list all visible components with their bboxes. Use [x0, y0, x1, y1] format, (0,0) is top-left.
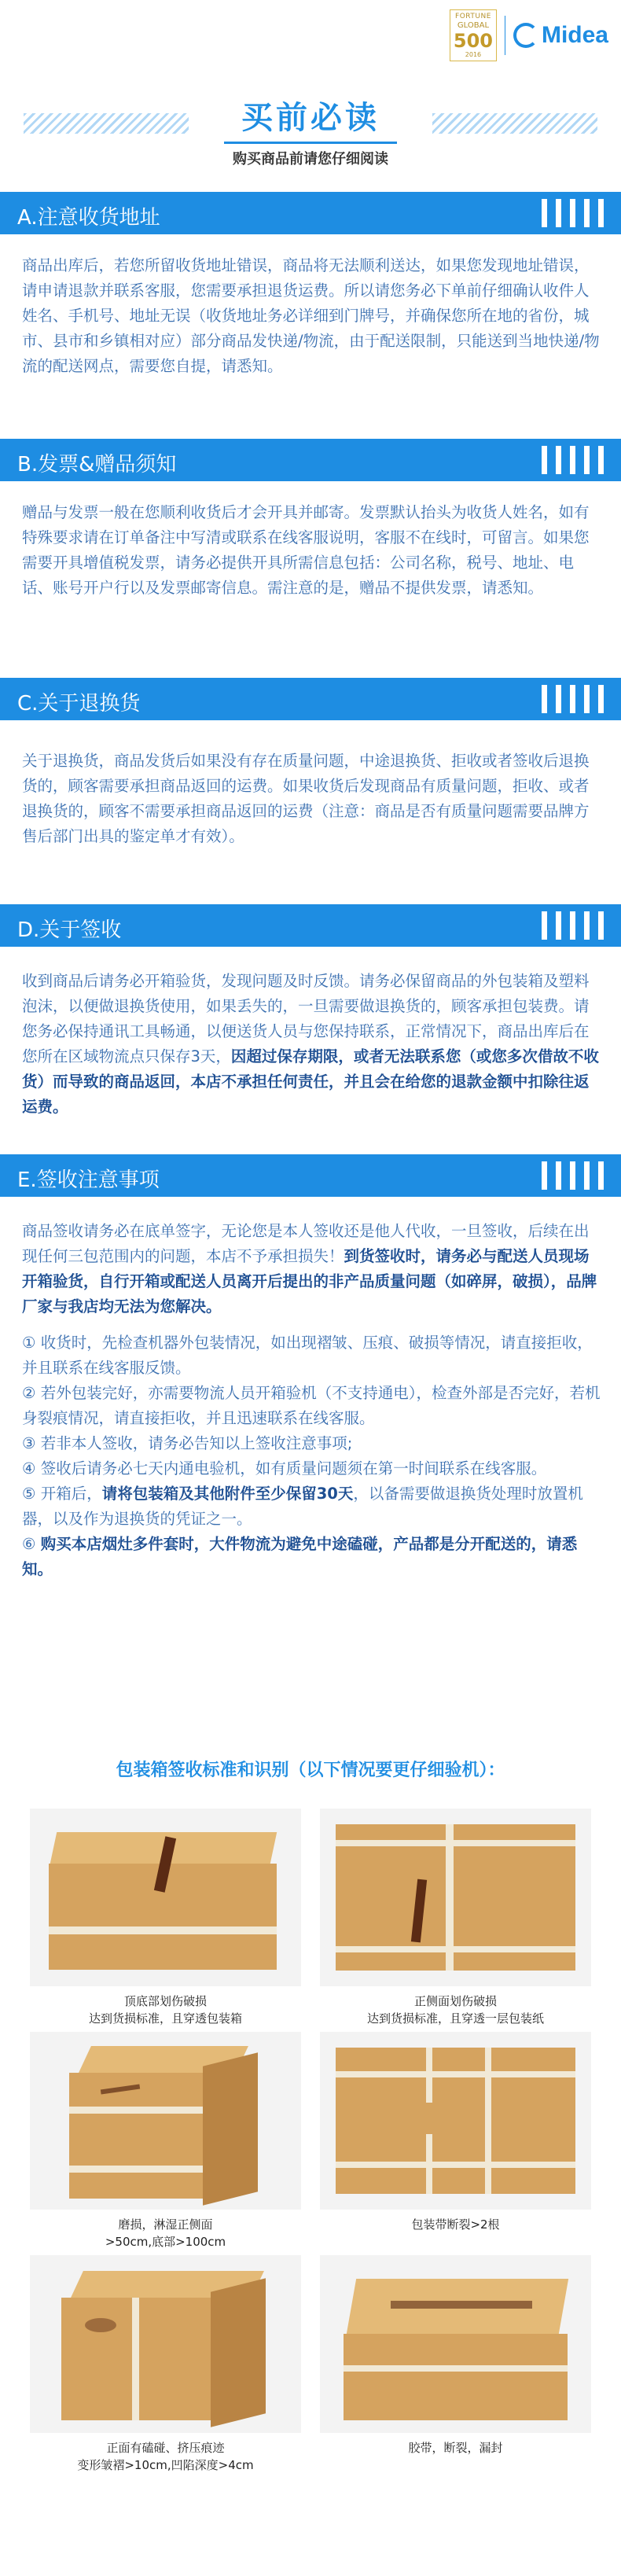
item-number: ⑤: [22, 1485, 36, 1503]
box-illustration: [320, 2255, 591, 2433]
top-bar: [0, 0, 621, 79]
section-b-header: [0, 439, 621, 481]
section-d-header: [0, 904, 621, 947]
item-text: 若非本人签收，请务必告知以上签收注意事项;: [40, 1434, 353, 1452]
caption-sub: 达到货损标准，且穿透包装箱: [88, 2011, 242, 2026]
fortune-500-badge: [450, 9, 497, 61]
caption-sub: 达到货损标准，且穿透一层包装纸: [366, 2011, 544, 2026]
caption-main: 顶底部划伤破损: [123, 1994, 207, 2008]
item-number: ②: [22, 1384, 36, 1402]
section-d-text: [22, 969, 604, 1120]
caption-main: 包装带断裂>2根: [411, 2217, 500, 2232]
global-label: GLOBAL: [457, 21, 490, 30]
box-illustration: [30, 2032, 301, 2210]
item-number: ⑥: [22, 1535, 36, 1553]
caption-main: 胶带，断裂，漏封: [408, 2441, 503, 2455]
section-e-intro-bold: 到货签收时，请务必与配送人员现场开箱验货，自行开箱或配送人员离开后提出的非产品质量问题（如碎屏，破损），品牌厂家与我店均无法为您解决。: [22, 1247, 597, 1316]
section-c-text: 关于退换货，商品发货后如果没有存在质量问题，中途退换货、拒收或者签收后退换货的，顾客需要承担商品返回的运费。如果收货后发现商品有质量问题，拒收、或者退换货的，顾客不需要承担商品返回的运费（注意：商品是否有质量问题需要品牌方售后部门出具的鉴定单才有效）。: [22, 752, 590, 845]
item-text: 若外包装完好，亦需要物流人员开箱验机（不支持通电），检查外部是否完好，若机身裂痕情况，请直接拒收，并且迅速联系在线客服。: [22, 1384, 601, 1427]
section-e-intro-normal: 商品签收请务必在底单签字，无论您是本人签收还是他人代收，一旦签收，后续在出现任何三包范围内的问题，本店不予承担损失！: [22, 1222, 590, 1265]
section-b-text: 赠品与发票一般在您顺利收货后才会开具并邮寄。发票默认抬头为收货人姓名，如有特殊要求请在订单备注中写清或联系在线客服说明，客服不在线时，可留言。如果您需要开具增值税发票，请务必提供开具所需信息包括：公司名称，税号、地址、电话、账号开户行以及发票邮寄信息。需注意的是，赠品不提供发票，请悉知。: [22, 503, 590, 597]
midea-wordmark: Midea: [541, 22, 608, 48]
list-item: [22, 1431, 604, 1456]
caption-main: 正侧面划伤破损: [413, 1994, 497, 2008]
caption-main: 正面有磕碰、挤压痕迹: [106, 2441, 225, 2455]
list-item: [22, 1456, 604, 1481]
section-d-normal: 收到商品后请务必开箱验货，发现问题及时反馈。请务必保留商品的外包装箱及塑料泡沫，以便做退换货使用，如果丢失的，一旦需要做退换货的，顾客承担包装费。请您务必保持通讯工具畅通，以便送货人员与您保持联系，正常情况下，商品出库后在您所在区域物流点只保存3天，: [22, 972, 590, 1065]
title-underline: [224, 142, 397, 144]
page-subtitle: 购买商品前请您仔细阅读: [233, 151, 388, 167]
item-text: 开箱后，: [40, 1485, 102, 1503]
header-bars: [533, 446, 604, 474]
section-a-heading: A.注意收货地址: [17, 206, 160, 230]
brand-logos: [450, 9, 608, 61]
list-item: [22, 1330, 604, 1381]
box-cell-strap: [320, 2032, 591, 2233]
box-illustration: [30, 2255, 301, 2433]
section-c-heading: C.关于退换货: [17, 692, 141, 716]
section-e-heading: E.签收注意事项: [17, 1168, 160, 1192]
section-b-heading: B.发票&赠品须知: [17, 453, 177, 477]
section-a-text: 商品出库后，若您所留收货地址错误，商品将无法顺利送达，如果您发现地址错误，请申请退款并联系客服，您需要承担退货运费。所以请您务必下单前仔细确认收件人姓名、手机号、地址无误（收货地址务必详细到门牌号，并确保您所在地的省份，城市、县市和乡镇相对应）部分商品发快递/物流，由于配送限制，只能送到当地快递/物流的配送网点，需要您自提，请悉知。: [22, 256, 600, 375]
section-a-header: [0, 192, 621, 234]
caption-sub: >50cm,底部>100cm: [105, 2235, 226, 2249]
fortune-label: FORTUNE: [455, 13, 491, 20]
box-cell-side-damage: [320, 1809, 591, 2027]
item-text: ，以备需要做退换货处理时放置机器，以及作为退换货的凭证之一。: [22, 1485, 583, 1528]
list-item: [22, 1532, 604, 1582]
box-illustration: [320, 2032, 591, 2210]
section-d-heading: D.关于签收: [17, 918, 122, 942]
item-number: ①: [22, 1334, 36, 1352]
500-label: 500: [453, 30, 494, 52]
header-bars: [533, 1161, 604, 1190]
page-title: 买前必读: [241, 100, 380, 136]
item-bold: 请将包装箱及其他附件至少保留30天: [101, 1485, 354, 1503]
box-illustration: [30, 1809, 301, 1986]
section-d-bold: 因超过保存期限，或者无法联系您（或您多次借故不收货）而导致的商品返回，本店不承担任何责任，并且会在给您的退款金额中扣除往返运费。: [22, 1047, 599, 1116]
item-number: ③: [22, 1434, 36, 1452]
box-cell-dent: [30, 2255, 301, 2474]
item-text: 签收后请务必七天内通电验机，如有质量问题须在第一时间联系在线客服。: [40, 1459, 547, 1478]
box-cell-top-damage: [30, 1809, 301, 2027]
section-c-header: [0, 678, 621, 720]
box-cell-wear: [30, 2032, 301, 2250]
list-item: [22, 1481, 604, 1532]
section-e-text: [22, 1219, 604, 1582]
header-bars: [533, 685, 604, 713]
box-cell-tape: [320, 2255, 591, 2456]
item-text: 收货时，先检查机器外包装情况，如出现褶皱、压痕、破损等情况，请直接拒收，并且联系在线客服反馈。: [22, 1334, 593, 1377]
header-bars: [533, 911, 604, 940]
midea-logo: [513, 22, 608, 49]
year-label: 2016: [465, 51, 482, 58]
item-bold: 购买本店烟灶多件套时，大件物流为避免中途磕碰，产品都是分开配送的，请悉知。: [22, 1535, 578, 1578]
section-e-header: [0, 1154, 621, 1197]
item-number: ④: [22, 1459, 36, 1478]
caption-sub: 变形皱褶>10cm,凹陷深度>4cm: [77, 2458, 254, 2472]
section-e-intro: [22, 1219, 604, 1319]
box-illustration: [320, 1809, 591, 1986]
midea-swirl-icon: [513, 23, 538, 48]
list-item: [22, 1381, 604, 1431]
title-block: [0, 79, 621, 173]
diagram-title: 包装箱签收标准和识别（以下情况要更仔细验机）：: [116, 1761, 505, 1780]
header-bars: [533, 199, 604, 227]
caption-main: 磨损，淋湿正侧面: [118, 2217, 213, 2232]
